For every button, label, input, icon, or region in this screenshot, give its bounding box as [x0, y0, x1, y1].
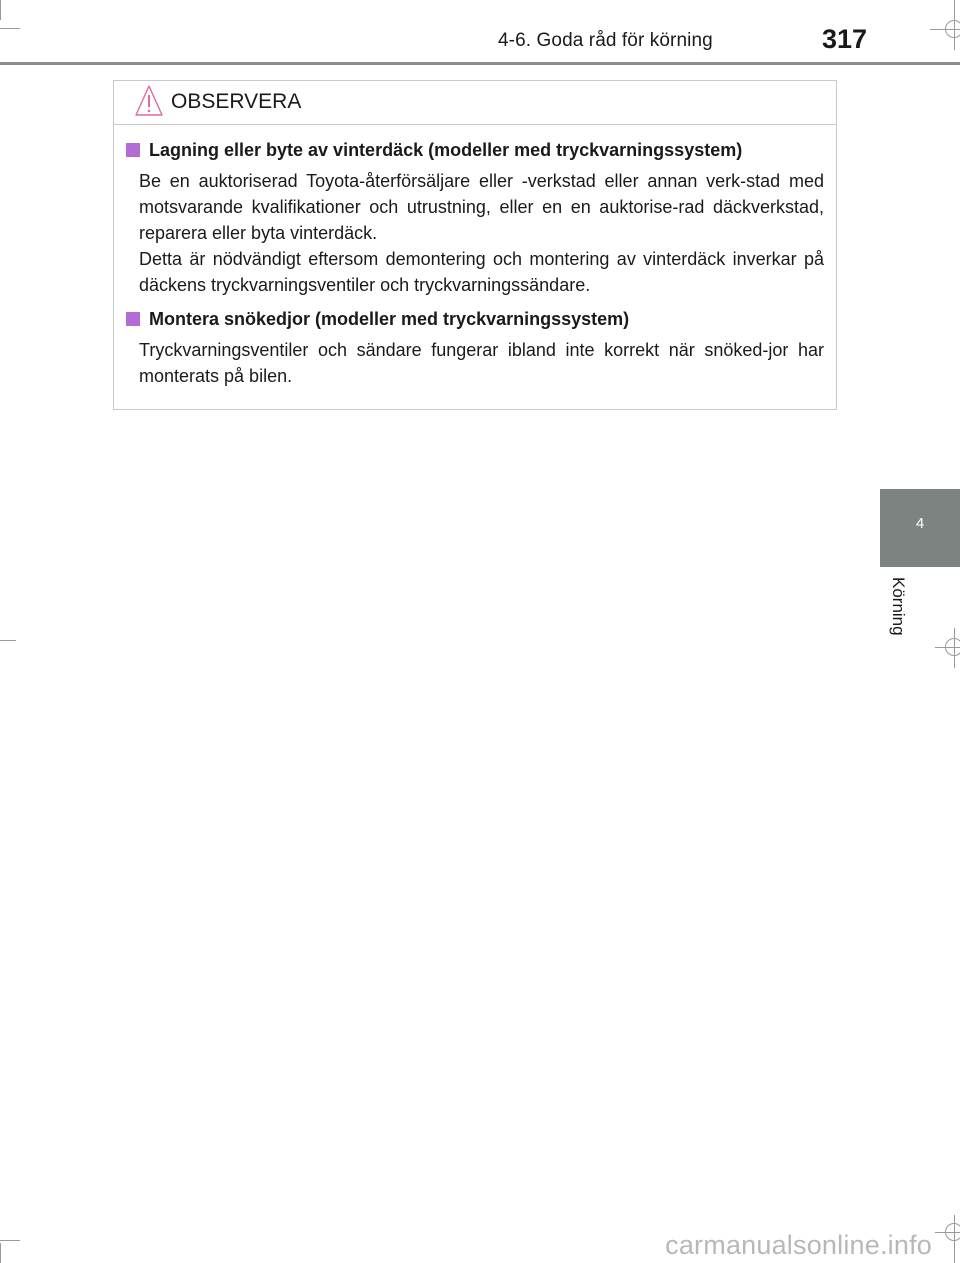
- watermark: carmanualsonline.info: [665, 1230, 932, 1260]
- caution-item-heading-text: Lagning eller byte av vinterdäck (modeller med tryckvarningssystem): [149, 140, 743, 160]
- caution-title: OBSERVERA: [171, 90, 302, 113]
- caution-item-heading: [126, 140, 742, 161]
- caution-item-heading-text: Montera snökedjor (modeller med tryckvarningssystem): [149, 309, 630, 329]
- caution-item-body: [139, 337, 824, 389]
- chapter-tab: [880, 489, 960, 567]
- caution-item-body: [139, 168, 824, 298]
- chapter-label-text: Körning: [889, 577, 908, 636]
- chapter-label: [882, 577, 922, 657]
- caution-box: [113, 80, 837, 410]
- caution-header: [114, 81, 836, 125]
- caution-item-heading: [126, 309, 629, 330]
- square-bullet-icon: [126, 312, 140, 326]
- warning-triangle-icon: [134, 84, 164, 123]
- chapter-number: 4: [915, 515, 925, 532]
- caution-paragraph: Be en auktoriserad Toyota-återförsäljare eller -verkstad eller annan verk-stad med motsvarande kvalifikationer och utrustning, eller en en auktorise-rad däckverkstad, reparera eller byta vinterdäck.: [139, 171, 824, 243]
- header-divider: [0, 62, 960, 65]
- square-bullet-icon: [126, 143, 140, 157]
- caution-paragraph: Tryckvarningsventiler och sändare fungerar ibland inte korrekt när snöked-jor har monterats på bilen.: [139, 340, 824, 386]
- caution-paragraph: Detta är nödvändigt eftersom demontering och montering av vinterdäck inverkar på däckens tryckvarningsventiler och tryckvarningssändare.: [139, 249, 824, 295]
- page-number: 317: [822, 24, 868, 54]
- section-title: 4-6. Goda råd för körning: [498, 30, 713, 51]
